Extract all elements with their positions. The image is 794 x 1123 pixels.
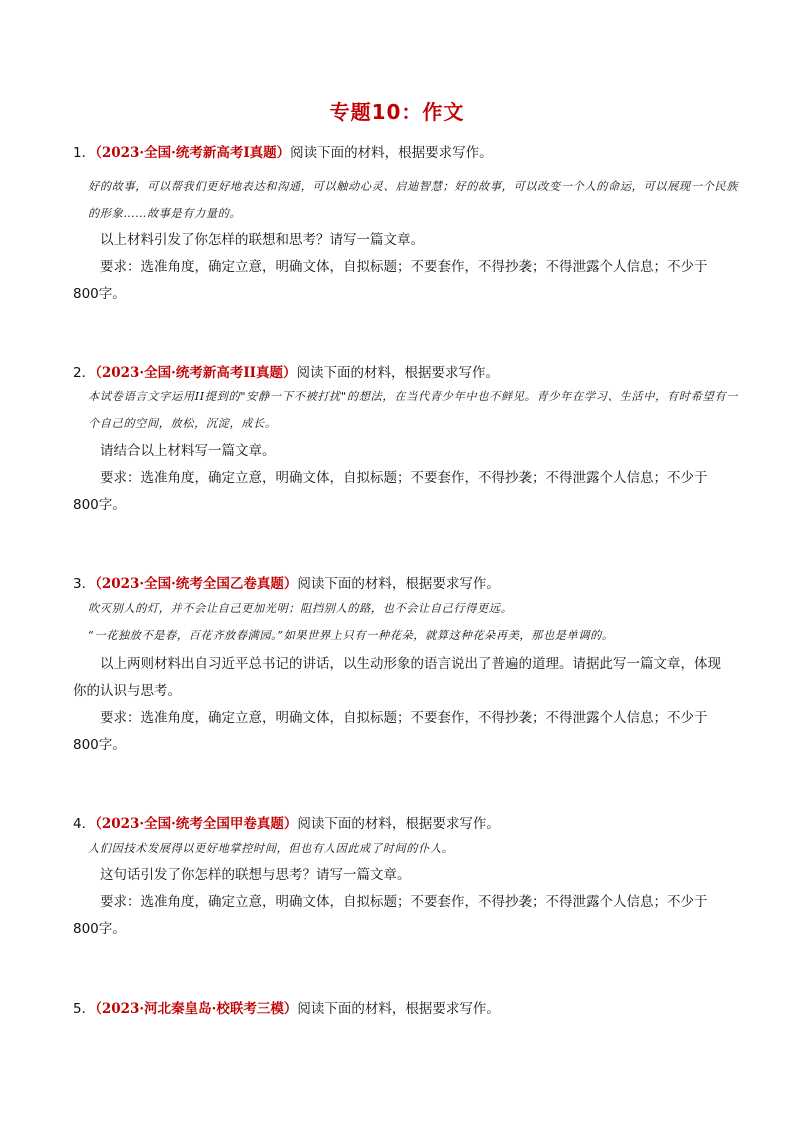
question-4-requirement: 要求：选准角度，确定立意，明确文体，自拟标题；不要套作，不得抄袭；不得泄露个人信息；不少于800字。 bbox=[73, 894, 708, 937]
question-instruction: 阅读下面的材料，根据要求写作。 bbox=[290, 145, 493, 161]
question-number: 5． bbox=[73, 1001, 96, 1017]
question-instruction: 阅读下面的材料，根据要求写作。 bbox=[297, 576, 500, 592]
question-1-prompt: 以上材料引发了你怎样的联想和思考？请写一篇文章。 bbox=[100, 232, 424, 248]
question-number: 2． bbox=[73, 365, 96, 381]
question-4-prompt: 这句话引发了你怎样的联想与思考？请写一篇文章。 bbox=[100, 867, 411, 883]
question-1-header bbox=[73, 141, 493, 161]
question-instruction: 阅读下面的材料，根据要求写作。 bbox=[296, 365, 499, 381]
page-title: 专题10：作文 bbox=[329, 100, 465, 124]
question-3-header bbox=[73, 572, 500, 592]
question-3-material-2: “一花独放不是春，百花齐放春满园。”如果世界上只有一种花朵，就算这种花朵再美，那也是单调的。 bbox=[88, 629, 614, 642]
question-source: （2023·全国·统考新高考II真题） bbox=[95, 365, 297, 381]
question-3-prompt: 以上两则材料出自习近平总书记的讲话，以生动形象的语言说出了普遍的道理。请据此写一篇文章，体现你的认识与思考。 bbox=[73, 656, 721, 699]
question-source: （2023·全国·统考全国甲卷真题） bbox=[95, 816, 298, 832]
question-instruction: 阅读下面的材料，根据要求写作。 bbox=[297, 816, 500, 832]
question-4-material: 人们因技术发展得以更好地掌控时间，但也有人因此成了时间的仆人。 bbox=[88, 842, 454, 855]
question-1-material: 好的故事，可以帮我们更好地表达和沟通，可以触动心灵、启迪智慧；好的故事，可以改变一个人的命运，可以展现一个民族的形象……故事是有力量的。 bbox=[88, 180, 738, 220]
question-number: 3． bbox=[73, 576, 96, 592]
question-4-header bbox=[73, 812, 500, 832]
question-1-requirement: 要求：选准角度，确定立意，明确文体，自拟标题；不要套作，不得抄袭；不得泄露个人信息；不少于800字。 bbox=[73, 259, 708, 302]
question-2-material: 本试卷语言文字运用II提到的"安静一下不被打扰"的想法，在当代青少年中也不鲜见。青少年在学习、生活中，有时希望有一个自己的空间，放松，沉淀，成长。 bbox=[88, 390, 738, 430]
question-source: （2023·全国·统考全国乙卷真题） bbox=[95, 576, 298, 592]
question-number: 4． bbox=[73, 816, 96, 832]
question-source: （2023·全国·统考新高考I真题） bbox=[95, 145, 291, 161]
question-3-requirement: 要求：选准角度，确定立意，明确文体，自拟标题；不要套作，不得抄袭；不得泄露个人信息；不少于800字。 bbox=[73, 710, 708, 753]
question-2-header bbox=[73, 361, 499, 381]
question-source: （2023·河北秦皇岛·校联考三模） bbox=[95, 1001, 298, 1017]
question-instruction: 阅读下面的材料，根据要求写作。 bbox=[297, 1001, 500, 1017]
question-3-material-1: 吹灭别人的灯，并不会让自己更加光明；阻挡别人的路，也不会让自己行得更远。 bbox=[88, 602, 513, 615]
question-2-requirement: 要求：选准角度，确定立意，明确文体，自拟标题；不要套作，不得抄袭；不得泄露个人信息；不少于800字。 bbox=[73, 470, 708, 513]
question-2-prompt: 请结合以上材料写一篇文章。 bbox=[100, 443, 276, 459]
question-5-header bbox=[73, 997, 500, 1017]
question-number: 1． bbox=[73, 145, 96, 161]
